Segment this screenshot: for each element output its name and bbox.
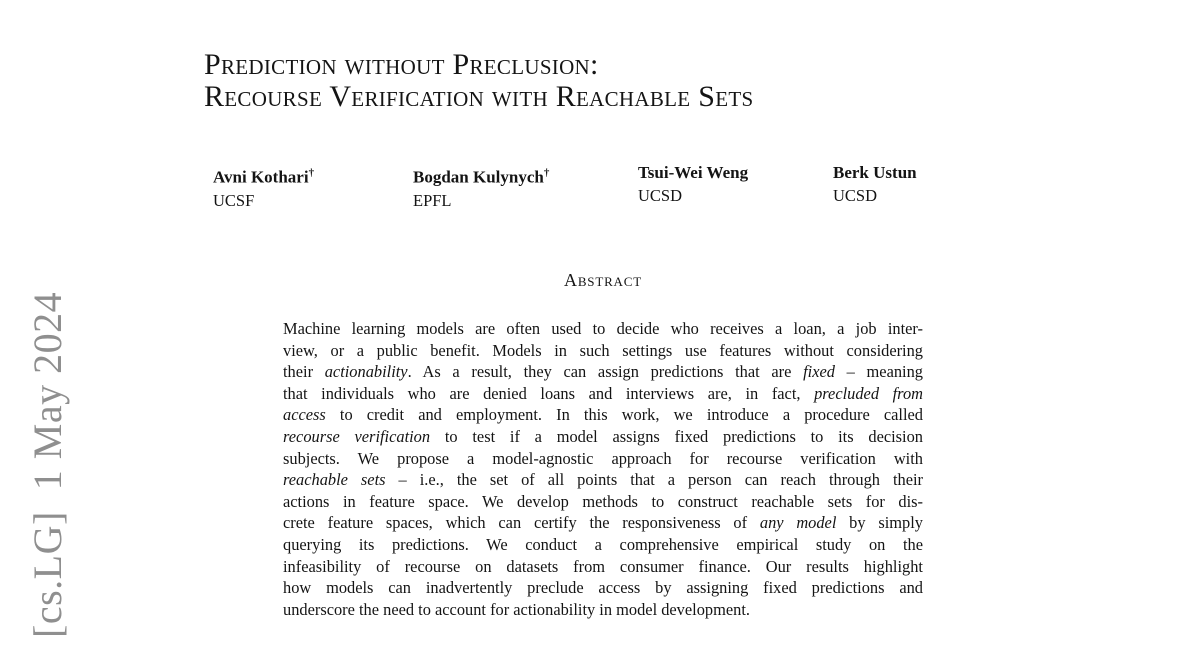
abstract-line: their actionability. As a result, they can assign predictions that are fixed – meaning	[283, 362, 923, 382]
abstract-line: how models can inadvertently preclude access by assigning fixed predictions and	[283, 578, 923, 598]
abstract-line: subjects. We propose a model-agnostic approach for recourse verification with	[283, 448, 923, 468]
abstract-line: that individuals who are denied loans and interviews are, in fact, precluded from	[283, 383, 923, 403]
author-name: Bogdan Kulynych†	[413, 167, 550, 187]
author-block	[413, 163, 549, 211]
author-dagger: †	[308, 167, 315, 179]
author-affiliation: UCSD	[638, 186, 683, 205]
abstract-line: view, or a public benefit. Models in such settings use features without considering	[283, 340, 923, 360]
abstract-line: crete feature spaces, which can certify the responsiveness of any model by simply	[283, 513, 923, 533]
paper-title-line-1: Prediction without Preclusion:	[204, 48, 599, 81]
abstract-heading: Abstract	[564, 270, 642, 290]
author-name: Berk Ustun	[833, 163, 917, 182]
author-affiliation: EPFL	[413, 190, 452, 210]
paper-title-line-2: Recourse Verification with Reachable Sets	[204, 80, 754, 113]
authors-row	[0, 163, 1200, 225]
author-block	[638, 163, 748, 206]
author-affiliation: UCSD	[833, 186, 878, 205]
abstract-line: infeasibility of recourse on datasets from consumer finance. Our results highlight	[283, 556, 923, 576]
abstract-text	[283, 318, 923, 620]
abstract-line: recourse verification to test if a model assigns fixed predictions to its decision	[283, 426, 924, 446]
arxiv-watermark: [cs.LG] 1 May 2024	[25, 291, 70, 638]
paper-title	[204, 49, 753, 113]
abstract-line: actions in feature space. We develop methods to construct reachable sets for dis-	[283, 491, 923, 511]
author-name: Tsui-Wei Weng	[638, 163, 749, 182]
abstract-line: access to credit and employment. In this work, we introduce a procedure called	[283, 405, 923, 425]
abstract-line: querying its predictions. We conduct a comprehensive empirical study on the	[283, 534, 923, 554]
author-name: Avni Kothari†	[213, 167, 315, 187]
abstract-line: reachable sets – i.e., the set of all points that a person can reach through their	[283, 470, 923, 490]
author-dagger: †	[543, 167, 550, 179]
author-block	[833, 163, 917, 206]
abstract-line: Machine learning models are often used to decide who receives a loan, a job inter-	[283, 319, 923, 338]
author-affiliation: UCSF	[213, 190, 255, 210]
author-block	[213, 163, 314, 211]
abstract-line: underscore the need to account for actionability in model development.	[283, 599, 750, 619]
